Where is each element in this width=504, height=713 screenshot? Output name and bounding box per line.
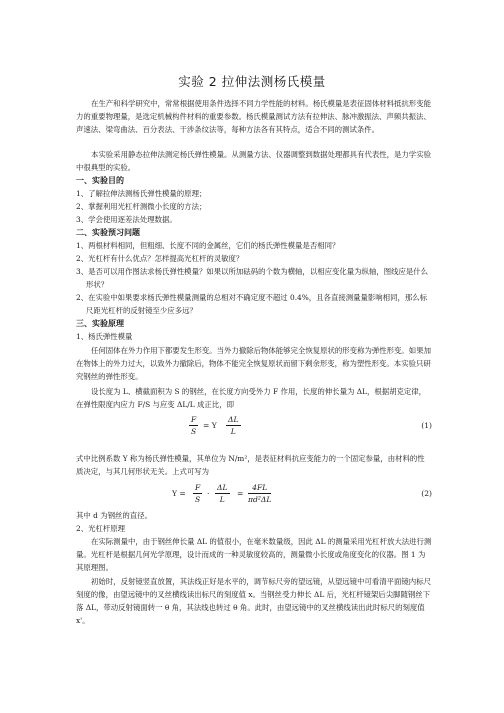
equals-sign: = [237, 489, 244, 498]
preview-question: 1、两根材料相同，但粗细、长度不同的金属丝，它们的杨氏弹性模量是否相同？ [76, 241, 340, 250]
principle-paragraph: 式中比例系数 Y 称为杨氏弹性模量，其单位为 N/m²，是表征材料抗应变能力的一个固定参量，由材料的性质决定，与其几何形状无关。上式可写为 [76, 454, 425, 476]
principle-paragraph: 设长度为 L、横截面积为 S 的钢丝，在长度方向受外力 F 作用，长度的伸长量为 ΔL，根据胡克定律，在弹性限度内应力 F/S 与应变 ΔL/L 成正比，即 [76, 387, 427, 409]
intro-paragraph-2: 本实验采用静态拉伸法测定杨氏弹性模量。从测量方法、仪器调整到数据处理都具有代表性，是力学实验中很典型的实验。 [76, 150, 431, 172]
dot-operator: · [207, 489, 210, 498]
preview-question: 2、在实验中如果要求杨氏弹性模量测量的总相对不确定度不超过 0.4%，且各直接测量量影响相同，那么标尺距光杠杆的反射镜至少应多远？ [76, 293, 428, 315]
objective-item: 3、学会使用逐差法处理数据。 [76, 215, 177, 224]
document-title: 实验 2 拉伸法测杨氏模量 [178, 74, 326, 89]
fraction: $\frac{F}{S}$ [191, 415, 197, 436]
objective-item: 1、了解拉伸法测杨氏弹性模量的原理； [76, 189, 207, 198]
section-2-heading: 二、实验预习问题 [76, 228, 140, 237]
preview-question: 3、是否可以用作图法求杨氏弹性模量？如果以所加砝码的个数为横轴，以相应变化量为纵轴，图线应是什么形状？ [76, 267, 429, 289]
equation-1 [76, 412, 432, 450]
equals-y: = Y [203, 421, 217, 430]
principle-paragraph: 在实际测量中，由于钢丝伸长量 ΔL 的值很小，在毫米数量级，因此 ΔL 的测量采用光杠杆放大法进行测量。光杠杆是根据几何光学原理，设计而成的一种灵敏度较高的，测量微小长度或角度变化的仪器。图 1 为其原理图。 [76, 537, 432, 572]
preview-question: 2、光杠杆有什么优点？怎样提高光杠杆的灵敏度？ [76, 254, 244, 263]
subsection-heading: 2、光杠杆原理 [76, 524, 126, 533]
fraction: $\frac{4FL}{\text{πd²ΔL}}$ [248, 483, 272, 504]
principle-paragraph: 初始时，反射镜竖直放置，其法线正好是水平的，调节标尺旁的望远镜，从望远镜中可看清平面镜内标尺刻度的像，由望远镜中的叉丝横线读出标尺的刻度值 x。当钢丝受力伸长 ΔL 后，光杠杆镜架后尖脚随钢丝下落 ΔL，带动反射镜面转一 θ 角，其法线也转过 θ 角。此时，由望远镜中的叉丝横线读出此时标尺的刻度值 x'。 [76, 577, 431, 625]
fraction: $\frac{F}{S}$ [195, 483, 201, 504]
principle-paragraph: 任何固体在外力作用下都要发生形变。当外力撤除后物体能够完全恢复原状的形变称为弹性形变。如果加在物体上的外力过大，以致外力撤除后，物体不能完全恢复原状而留下剩余形变，称为塑性形变。本实验只研究钢丝的弹性形变。 [76, 346, 431, 381]
subsection-heading: 1、杨氏弹性模量 [76, 332, 133, 341]
equation-number: (2) [421, 489, 432, 498]
section-3-heading: 三、实验原理 [76, 319, 124, 328]
section-1-heading: 一、实验目的 [76, 176, 124, 185]
fraction: $\frac{\Delta L}{L}$ [217, 483, 228, 504]
fraction: $\frac{\Delta L}{L}$ [228, 415, 239, 436]
objective-item: 2、掌握利用光杠杆测微小长度的方法； [76, 202, 207, 211]
intro-paragraph-1: 在生产和科学研究中，常常根据使用条件选择不同力学性能的材料。杨氏模量是表征固体材料抵抗形变能力的重要物理量，是选定机械构件材料的重要参数。杨氏模量测试方法有拉伸法、脉冲激振法、声频共振法、声速法、梁弯曲法、百分表法、干涉条纹法等，每种方法各有其特点，适合不同的测试条件。 [76, 99, 431, 134]
equation-number: (1) [421, 421, 432, 430]
principle-paragraph: 其中 d 为钢丝的直径。 [76, 511, 152, 520]
y-equals: Y = [172, 489, 186, 498]
